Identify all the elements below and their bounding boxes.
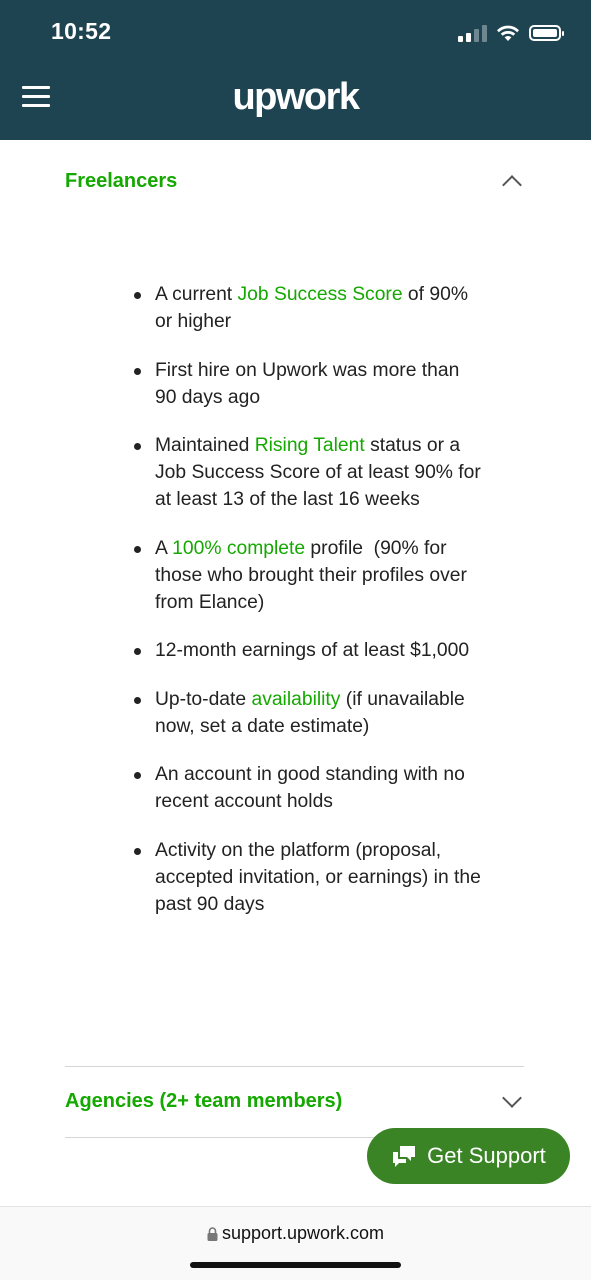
agencies-accordion-header[interactable] bbox=[65, 1086, 524, 1116]
chevron-down-icon[interactable] bbox=[502, 1088, 522, 1108]
list-item: A 100% complete profile (90% for those who brought their profiles over from Elance) bbox=[155, 535, 485, 616]
get-support-button[interactable] bbox=[367, 1128, 570, 1184]
cellular-signal-icon bbox=[458, 24, 487, 42]
agencies-title: Agencies (2+ team members) bbox=[65, 1089, 343, 1112]
upwork-logo[interactable]: upwork bbox=[232, 76, 359, 118]
list-item: Maintained Rising Talent status or a Job Success Score of at least 90% for at least 13 of the last 16 weeks bbox=[155, 432, 485, 513]
list-item: Activity on the platform (proposal, accepted invitation, or earnings) in the past 90 days bbox=[155, 837, 485, 918]
chevron-up-icon[interactable] bbox=[502, 175, 522, 195]
list-item: First hire on Upwork was more than 90 days ago bbox=[155, 357, 485, 411]
wifi-icon bbox=[496, 24, 520, 42]
availability-link[interactable]: availability bbox=[251, 688, 341, 710]
home-indicator[interactable] bbox=[190, 1262, 401, 1268]
lock-icon bbox=[207, 1227, 218, 1241]
rising-talent-link[interactable]: Rising Talent bbox=[254, 435, 365, 456]
freelancers-title: Freelancers bbox=[65, 169, 178, 192]
status-icons bbox=[458, 22, 561, 44]
battery-icon bbox=[529, 25, 561, 41]
freelancers-accordion-header[interactable] bbox=[65, 166, 524, 196]
url-text: support.upwork.com bbox=[221, 1223, 385, 1243]
status-time: 10:52 bbox=[51, 18, 112, 44]
list-item: 12-month earnings of at least $1,000 bbox=[155, 637, 485, 664]
complete-profile-link[interactable]: 100% complete bbox=[172, 537, 306, 559]
chat-bubbles-icon bbox=[391, 1144, 417, 1168]
section-divider bbox=[65, 1066, 524, 1067]
url-display[interactable] bbox=[0, 1223, 591, 1244]
job-success-score-link[interactable]: Job Success Score bbox=[237, 284, 403, 305]
freelancer-requirements-list bbox=[155, 281, 485, 939]
app-header bbox=[0, 0, 591, 140]
list-item: Up-to-date availability (if unavailable now, set a date estimate) bbox=[155, 686, 485, 740]
list-item: An account in good standing with no recent account holds bbox=[155, 761, 485, 815]
list-item: A current Job Success Score of 90% or higher bbox=[155, 281, 485, 335]
browser-address-bar[interactable] bbox=[0, 1206, 591, 1280]
get-support-label: Get Support bbox=[427, 1143, 546, 1168]
